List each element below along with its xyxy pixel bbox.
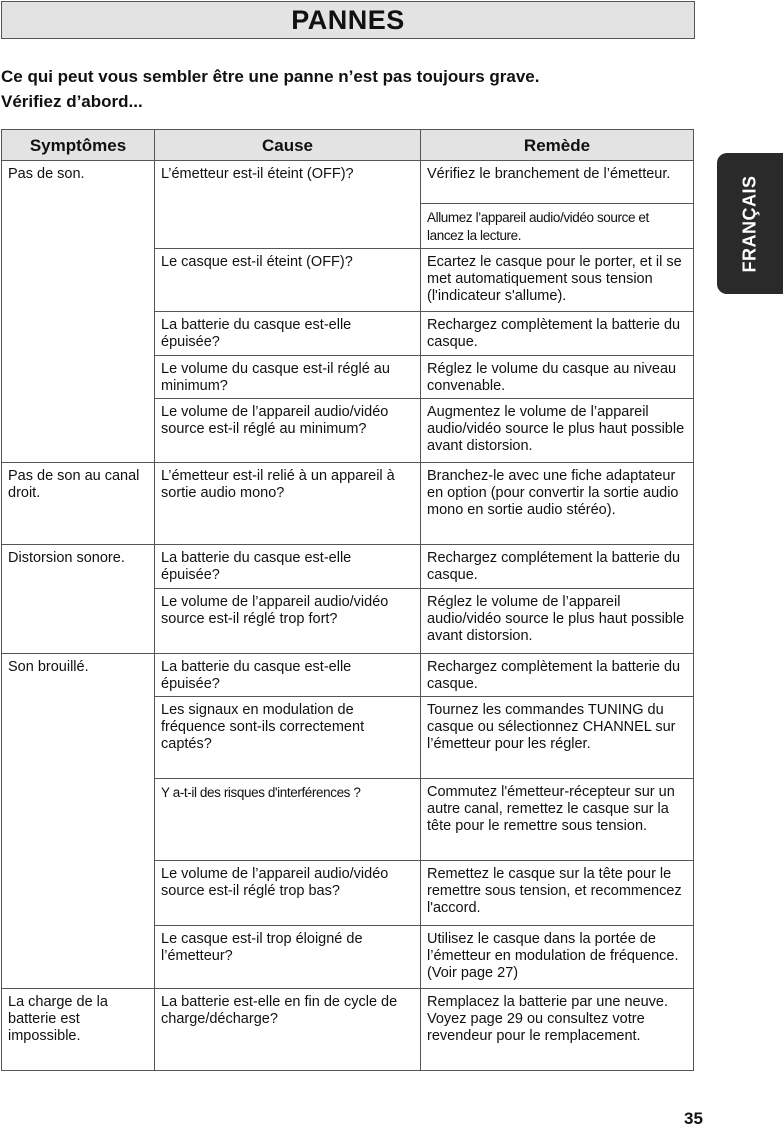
remedy-cell: Réglez le volume de l’appareil audio/vidéo source le plus haut possible avant distorsion. <box>421 589 694 654</box>
cause-cell: Le volume du casque est-il réglé au minimum? <box>155 356 421 399</box>
cause-cell: L’émetteur est-il éteint (OFF)? <box>155 161 421 249</box>
table-header-row <box>2 130 694 161</box>
table-row <box>2 161 694 204</box>
remedy-cell: Réglez le volume du casque au niveau convenable. <box>421 356 694 399</box>
remedy-cell: Commutez l'émetteur-récepteur sur un autre canal, remettez le casque sur la tête pour le remettre sous tension. <box>421 779 694 861</box>
language-tab-label: FRANÇAIS <box>739 175 760 272</box>
intro-text <box>1 64 701 114</box>
cause-cell: Le casque est-il éteint (OFF)? <box>155 249 421 312</box>
remedy-cell: Branchez-le avec une fiche adaptateur en option (pour convertir la sortie audio mono en sortie audio stéréo). <box>421 463 694 545</box>
symptom-cell: La charge de la batterie est impossible. <box>2 989 155 1071</box>
remedy-cell: Ecartez le casque pour le porter, et il se met automatiquement sous tension (l'indicateur s'allume). <box>421 249 694 312</box>
cause-cell: La batterie du casque est-elle épuisée? <box>155 312 421 356</box>
table-row <box>2 545 694 589</box>
remedy-cell: Rechargez complétement la batterie du casque. <box>421 545 694 589</box>
symptom-cell: Distorsion sonore. <box>2 545 155 654</box>
symptom-cell: Son brouillé. <box>2 654 155 989</box>
cause-cell: Le volume de l’appareil audio/vidéo source est-il réglé au minimum? <box>155 399 421 463</box>
remedy-cell: Utilisez le casque dans la portée de l’émetteur en modulation de fréquence. (Voir page 27) <box>421 926 694 989</box>
remedy-cell: Tournez les commandes TUNING du casque ou sélectionnez CHANNEL sur l’émetteur pour les régler. <box>421 697 694 779</box>
cause-cell: Le casque est-il trop éloigné de l’émetteur? <box>155 926 421 989</box>
page-number: 35 <box>684 1109 703 1128</box>
remedy-cell: Augmentez le volume de l’appareil audio/vidéo source le plus haut possible avant distorsion. <box>421 399 694 463</box>
table-row <box>2 654 694 697</box>
intro-line-2: Vérifiez d’abord... <box>1 92 143 111</box>
symptom-cell: Pas de son. <box>2 161 155 463</box>
table-row <box>2 989 694 1071</box>
cause-cell: La batterie du casque est-elle épuisée? <box>155 545 421 589</box>
cause-cell: Les signaux en modulation de fréquence sont-ils correctement captés? <box>155 697 421 779</box>
troubleshooting-table <box>1 129 694 1071</box>
cause-cell: La batterie est-elle en fin de cycle de charge/décharge? <box>155 989 421 1071</box>
column-header-remedy: Remède <box>421 130 694 161</box>
cause-cell <box>155 779 421 861</box>
remedy-cell: Vérifiez le branchement de l’émetteur. <box>421 161 694 204</box>
remedy-cell: Remettez le casque sur la tête pour le remettre sous tension, et recommencez l'accord. <box>421 861 694 926</box>
remedy-cell <box>421 204 694 249</box>
table-row <box>2 463 694 545</box>
remedy-text: Allumez l’appareil audio/vidéo source et lancez la lecture. <box>427 210 649 243</box>
cause-cell: La batterie du casque est-elle épuisée? <box>155 654 421 697</box>
cause-cell: L’émetteur est-il relié à un appareil à sortie audio mono? <box>155 463 421 545</box>
remedy-cell: Rechargez complètement la batterie du casque. <box>421 312 694 356</box>
remedy-cell: Remplacez la batterie par une neuve. Voyez page 29 ou consultez votre revendeur pour le remplacement. <box>421 989 694 1071</box>
page-title: PANNES <box>1 1 695 39</box>
cause-cell: Le volume de l’appareil audio/vidéo source est-il réglé trop bas? <box>155 861 421 926</box>
language-tab <box>717 153 783 294</box>
cause-text: Y a-t-il des risques d'interférences ? <box>161 785 361 800</box>
remedy-cell: Rechargez complètement la batterie du casque. <box>421 654 694 697</box>
column-header-symptoms: Symptômes <box>2 130 155 161</box>
intro-line-1: Ce qui peut vous sembler être une panne n’est pas toujours grave. <box>1 67 540 86</box>
cause-cell: Le volume de l’appareil audio/vidéo source est-il réglé trop fort? <box>155 589 421 654</box>
symptom-cell: Pas de son au canal droit. <box>2 463 155 545</box>
column-header-cause: Cause <box>155 130 421 161</box>
